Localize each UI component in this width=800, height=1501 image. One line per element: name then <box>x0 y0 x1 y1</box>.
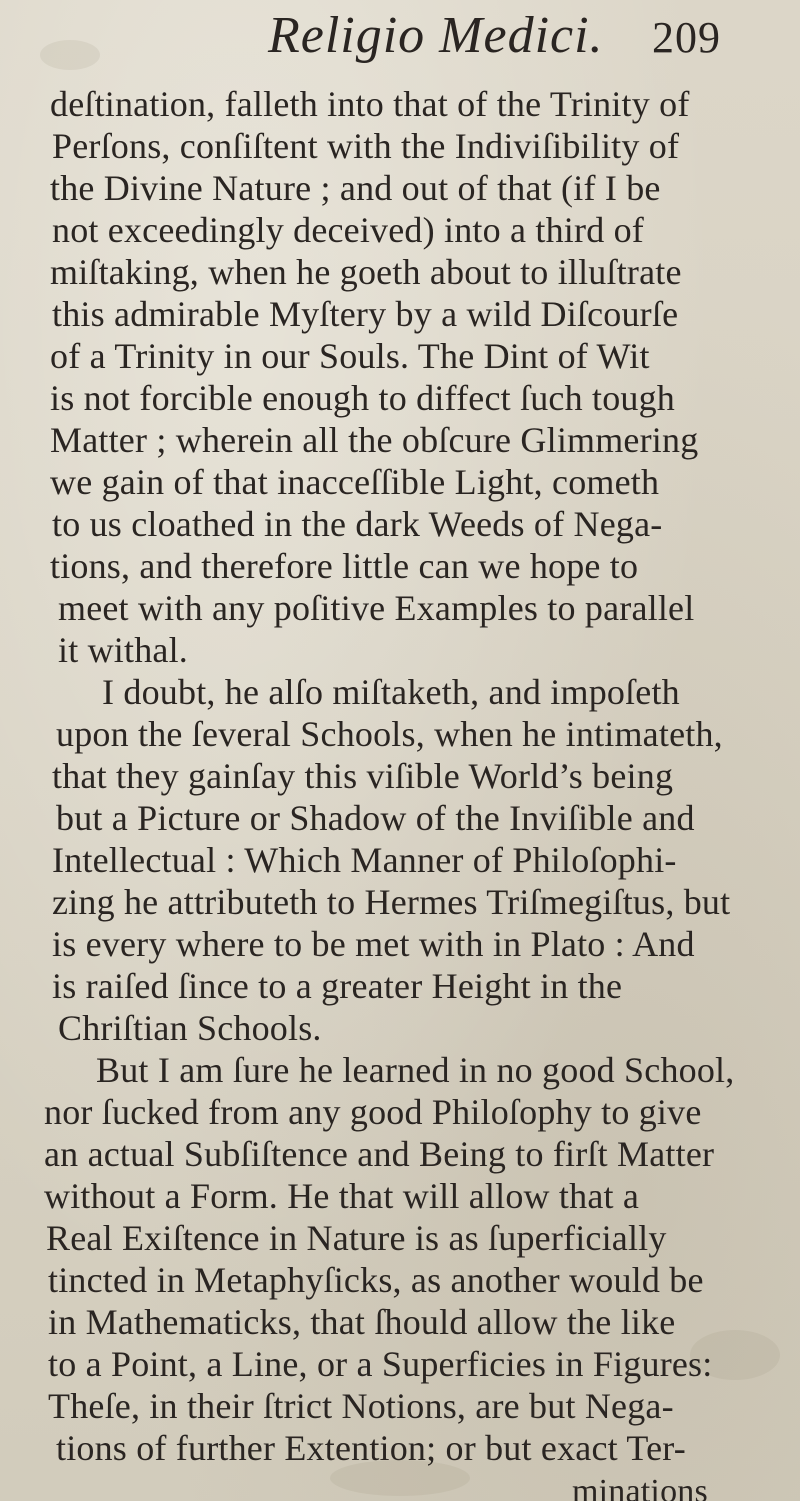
text-line: But I am ſure he learned in no good School, <box>96 1050 735 1090</box>
running-title: Religio Medici. <box>268 7 604 64</box>
text-line: Intellectual : Which Manner of Philoſophi- <box>52 840 677 880</box>
text-line: it withal. <box>58 630 188 670</box>
text-line: deſtination, falleth into that of the Trinity of <box>50 84 690 124</box>
catchword: minations <box>572 1473 708 1501</box>
text-line: Matter ; wherein all the obſcure Glimmering <box>50 420 699 460</box>
text-line: Perſons, conſiſtent with the Indiviſibility of <box>52 126 680 166</box>
text-line: this admirable Myſtery by a wild Diſcourſe <box>52 294 679 334</box>
text-line: the Divine Nature ; and out of that (if I be <box>50 168 661 208</box>
text-line: is not forcible enough to diffect ſuch tough <box>50 378 676 418</box>
text-line: that they gainſay this viſible World’s being <box>52 756 674 796</box>
text-line: tions, and therefore little can we hope to <box>50 546 639 586</box>
text-line: tincted in Metaphyſicks, as another would be <box>48 1260 704 1300</box>
text-line: in Mathematicks, that ſhould allow the like <box>48 1302 676 1342</box>
text-line: but a Picture or Shadow of the Inviſible and <box>56 798 695 838</box>
text-line: upon the ſeveral Schools, when he intimateth, <box>56 714 723 754</box>
text-line: Chriſtian Schools. <box>58 1008 322 1048</box>
text-line: Theſe, in their ſtrict Notions, are but Nega- <box>48 1386 674 1426</box>
text-line: of a Trinity in our Souls. The Dint of Wit <box>50 336 650 376</box>
text-line: nor ſucked from any good Philoſophy to give <box>44 1092 702 1132</box>
text-line: is every where to be met with in Plato : And <box>52 924 695 964</box>
text-line: an actual Subſiſtence and Being to firſt Matter <box>44 1134 715 1174</box>
text-line: I doubt, he alſo miſtaketh, and impoſeth <box>102 672 680 712</box>
text-line: to us cloathed in the dark Weeds of Nega- <box>52 504 663 544</box>
text-line: to a Point, a Line, or a Superficies in Figures: <box>48 1344 713 1384</box>
text-line: is raiſed ſince to a greater Height in the <box>52 966 623 1006</box>
text-line: zing he attributeth to Hermes Triſmegiſtus, but <box>52 882 731 922</box>
page-header <box>0 8 800 72</box>
page-number: 209 <box>652 13 721 62</box>
text-line: not exceedingly deceived) into a third of <box>52 210 644 250</box>
text-line: without a Form. He that will allow that a <box>44 1176 640 1216</box>
text-line: Real Exiſtence in Nature is as ſuperficially <box>46 1218 667 1258</box>
text-line: we gain of that inacceſſible Light, cometh <box>50 462 660 502</box>
text-line: meet with any poſitive Examples to parallel <box>58 588 695 628</box>
text-line: miſtaking, when he goeth about to illuſtrate <box>50 252 682 292</box>
text-line: tions of further Extention; or but exact Ter- <box>56 1428 686 1468</box>
